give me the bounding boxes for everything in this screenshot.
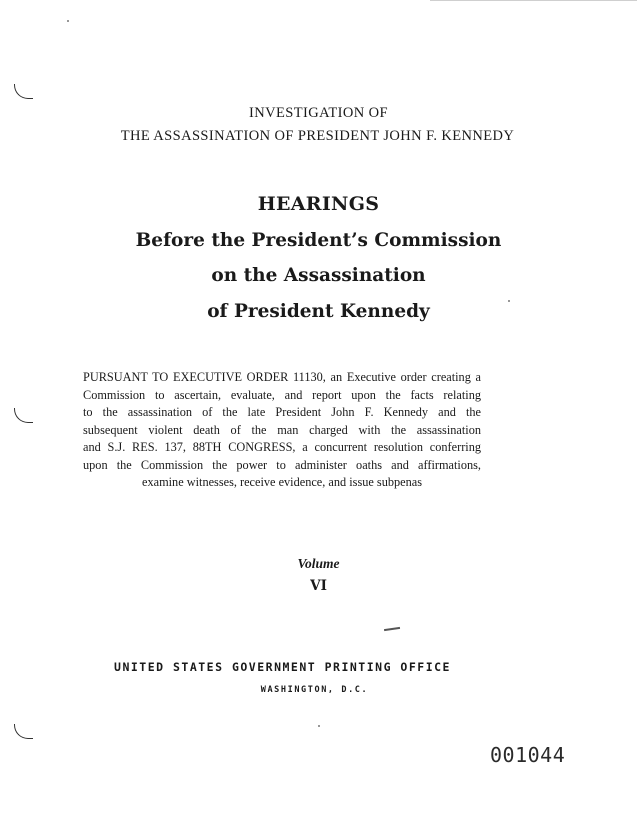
authority-paragraph — [83, 369, 481, 492]
margin-mark-middle — [14, 408, 33, 423]
document-number: 001044 — [490, 743, 566, 767]
hearings-heading: HEARINGS — [257, 193, 380, 215]
authority-line: Commission to ascertain, evaluate, and report upon the facts relating — [83, 387, 481, 402]
authority-line: to the assassination of the late President John F. Kennedy and the — [83, 405, 481, 419]
publisher-name: UNITED STATES GOVERNMENT PRINTING OFFICE — [114, 660, 451, 674]
volume-label: Volume — [297, 556, 340, 571]
authority-line: subsequent violent death of the man charged with the assassination — [83, 422, 481, 437]
scan-edge-line — [430, 0, 637, 1]
scan-speck — [67, 20, 69, 22]
title-line-1: Before the President’s Commission — [135, 230, 502, 251]
authority-line: and S.J. RES. 137, 88TH CONGRESS, a concurrent resolution conferring — [83, 440, 481, 454]
header-line-1: INVESTIGATION OF — [249, 105, 388, 121]
scan-speck — [318, 725, 320, 727]
stray-mark — [384, 627, 400, 631]
margin-mark-bottom — [14, 724, 33, 739]
publisher-city: WASHINGTON, D.C. — [260, 685, 369, 695]
title-line-2: on the Assassination — [211, 265, 426, 286]
volume-number: VI — [310, 578, 327, 594]
margin-mark-top — [14, 84, 33, 99]
authority-line: upon the Commission the power to administer oaths and affirmations, — [83, 457, 481, 472]
authority-line: examine witnesses, receive evidence, and issue subpenas — [142, 475, 422, 489]
authority-line: PURSUANT TO EXECUTIVE ORDER 11130, an Executive order creating a — [83, 370, 481, 384]
header-line-2: THE ASSASSINATION OF PRESIDENT JOHN F. KENNEDY — [120, 128, 515, 144]
title-line-3: of President Kennedy — [207, 301, 430, 322]
